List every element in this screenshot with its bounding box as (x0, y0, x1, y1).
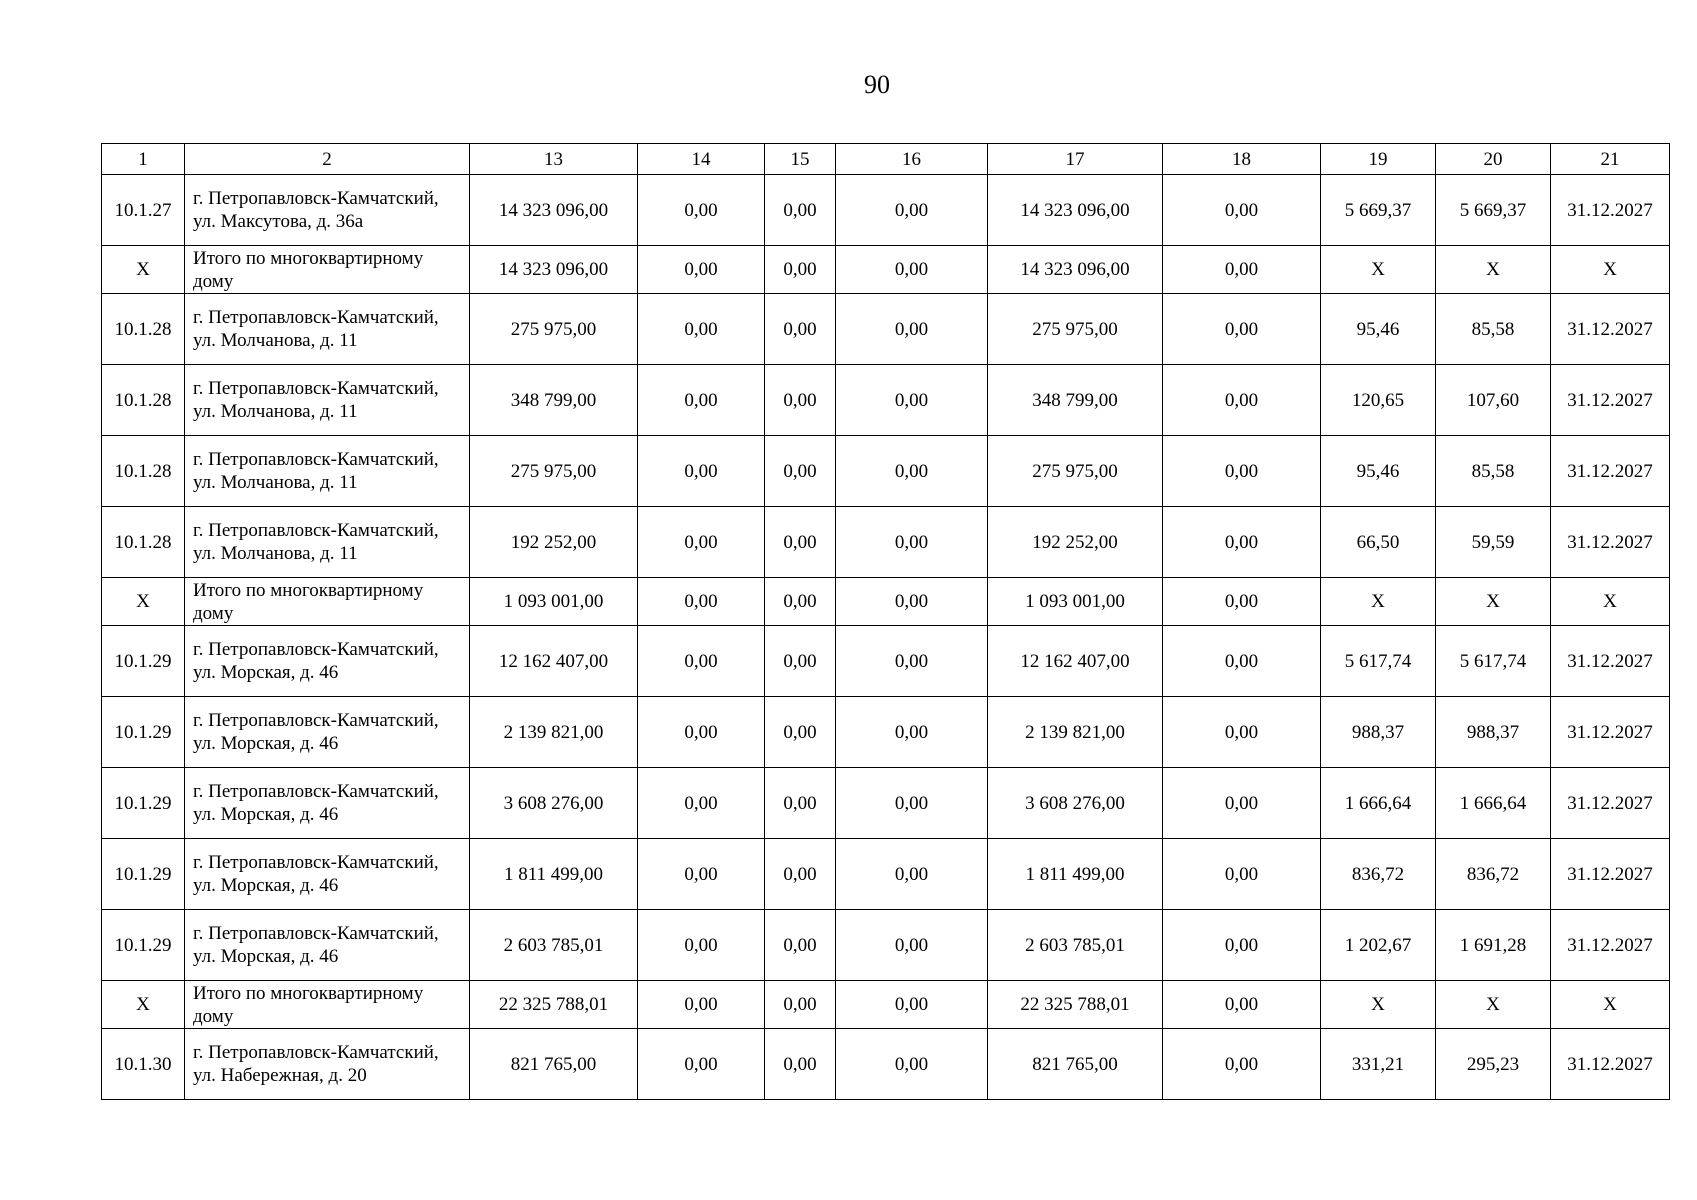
address-cell: г. Петропавловск-Камчатский, ул. Морская, д. 46 (185, 839, 470, 910)
table-cell: 0,00 (836, 981, 988, 1029)
table-cell: 31.12.2027 (1551, 768, 1670, 839)
document-table-container (101, 143, 1669, 1100)
total-row (102, 246, 1670, 294)
table-cell: 0,00 (836, 246, 988, 294)
table-cell: 22 325 788,01 (988, 981, 1163, 1029)
table-cell: 10.1.29 (102, 839, 185, 910)
table-cell: 0,00 (765, 981, 836, 1029)
table-cell: 14 323 096,00 (470, 175, 638, 246)
table-cell: 0,00 (1163, 175, 1321, 246)
table-cell: 10.1.28 (102, 365, 185, 436)
table-cell: 2 603 785,01 (988, 910, 1163, 981)
document-table (101, 143, 1670, 1100)
table-cell: 988,37 (1321, 697, 1436, 768)
column-header: 20 (1436, 144, 1551, 175)
table-cell: 0,00 (765, 507, 836, 578)
table-row (102, 697, 1670, 768)
table-cell: 2 139 821,00 (988, 697, 1163, 768)
table-cell: 0,00 (765, 246, 836, 294)
table-cell: 0,00 (638, 507, 765, 578)
table-row (102, 507, 1670, 578)
table-cell: 0,00 (638, 768, 765, 839)
column-header: 18 (1163, 144, 1321, 175)
address-cell: г. Петропавловск-Камчатский, ул. Молчанова, д. 11 (185, 294, 470, 365)
address-cell: г. Петропавловск-Камчатский, ул. Морская, д. 46 (185, 626, 470, 697)
table-cell: 10.1.29 (102, 768, 185, 839)
table-cell: 0,00 (638, 626, 765, 697)
total-row (102, 578, 1670, 626)
column-header: 1 (102, 144, 185, 175)
table-row (102, 436, 1670, 507)
table-cell: Х (1436, 246, 1551, 294)
table-cell: 0,00 (836, 507, 988, 578)
table-cell: 12 162 407,00 (988, 626, 1163, 697)
table-cell: 85,58 (1436, 294, 1551, 365)
table-cell: 0,00 (1163, 910, 1321, 981)
table-cell: 0,00 (1163, 246, 1321, 294)
table-cell: Х (1321, 981, 1436, 1029)
table-cell: 192 252,00 (988, 507, 1163, 578)
table-cell: 0,00 (1163, 365, 1321, 436)
address-cell: Итого по многоквартирному дому (185, 981, 470, 1029)
table-cell: Х (102, 578, 185, 626)
table-row (102, 910, 1670, 981)
table-cell: 1 093 001,00 (988, 578, 1163, 626)
table-cell: 0,00 (638, 246, 765, 294)
table-cell: 1 202,67 (1321, 910, 1436, 981)
table-cell: Х (1436, 578, 1551, 626)
table-cell: 348 799,00 (988, 365, 1163, 436)
table-cell: 59,59 (1436, 507, 1551, 578)
table-cell: 0,00 (1163, 436, 1321, 507)
table-cell: 0,00 (1163, 697, 1321, 768)
table-cell: 1 811 499,00 (470, 839, 638, 910)
address-cell: г. Петропавловск-Камчатский, ул. Молчанова, д. 11 (185, 365, 470, 436)
table-cell: 10.1.28 (102, 294, 185, 365)
address-cell: г. Петропавловск-Камчатский, ул. Максутова, д. 36а (185, 175, 470, 246)
table-cell: 0,00 (638, 175, 765, 246)
table-cell: 295,23 (1436, 1029, 1551, 1100)
table-cell: 0,00 (836, 294, 988, 365)
table-cell: 988,37 (1436, 697, 1551, 768)
table-cell: 5 669,37 (1436, 175, 1551, 246)
table-cell: 107,60 (1436, 365, 1551, 436)
table-cell: 275 975,00 (988, 294, 1163, 365)
column-header: 14 (638, 144, 765, 175)
table-cell: 0,00 (638, 578, 765, 626)
table-cell: 31.12.2027 (1551, 507, 1670, 578)
table-cell: 95,46 (1321, 436, 1436, 507)
table-header-row (102, 144, 1670, 175)
table-cell: 31.12.2027 (1551, 1029, 1670, 1100)
address-cell: г. Петропавловск-Камчатский, ул. Морская, д. 46 (185, 768, 470, 839)
table-cell: 1 811 499,00 (988, 839, 1163, 910)
table-cell: 14 323 096,00 (470, 246, 638, 294)
table-cell: 22 325 788,01 (470, 981, 638, 1029)
table-cell: 1 666,64 (1321, 768, 1436, 839)
address-cell: г. Петропавловск-Камчатский, ул. Морская, д. 46 (185, 910, 470, 981)
table-cell: 0,00 (1163, 1029, 1321, 1100)
table-cell: 275 975,00 (988, 436, 1163, 507)
table-cell: 821 765,00 (470, 1029, 638, 1100)
table-cell: 0,00 (836, 626, 988, 697)
table-cell: 14 323 096,00 (988, 246, 1163, 294)
table-cell: 12 162 407,00 (470, 626, 638, 697)
table-cell: 0,00 (638, 365, 765, 436)
table-cell: 0,00 (638, 910, 765, 981)
column-header: 19 (1321, 144, 1436, 175)
table-cell: Х (1436, 981, 1551, 1029)
table-cell: 5 617,74 (1436, 626, 1551, 697)
column-header: 17 (988, 144, 1163, 175)
table-cell: 0,00 (1163, 578, 1321, 626)
table-cell: 0,00 (765, 175, 836, 246)
table-cell: 0,00 (765, 768, 836, 839)
table-cell: 10.1.27 (102, 175, 185, 246)
table-cell: 836,72 (1436, 839, 1551, 910)
table-cell: 31.12.2027 (1551, 175, 1670, 246)
table-cell: 95,46 (1321, 294, 1436, 365)
table-cell: 0,00 (1163, 626, 1321, 697)
table-cell: 331,21 (1321, 1029, 1436, 1100)
address-cell: г. Петропавловск-Камчатский, ул. Набережная, д. 20 (185, 1029, 470, 1100)
table-cell: 0,00 (836, 365, 988, 436)
table-cell: 2 603 785,01 (470, 910, 638, 981)
table-cell: 821 765,00 (988, 1029, 1163, 1100)
table-body (102, 144, 1670, 1100)
table-cell: 0,00 (638, 1029, 765, 1100)
table-cell: 31.12.2027 (1551, 697, 1670, 768)
table-row (102, 768, 1670, 839)
table-cell: 1 666,64 (1436, 768, 1551, 839)
column-header: 15 (765, 144, 836, 175)
table-row (102, 839, 1670, 910)
table-cell: 10.1.29 (102, 626, 185, 697)
table-cell: 0,00 (1163, 507, 1321, 578)
table-cell: 0,00 (1163, 294, 1321, 365)
table-cell: 0,00 (836, 697, 988, 768)
table-cell: 10.1.29 (102, 910, 185, 981)
table-cell: Х (1551, 578, 1670, 626)
table-cell: 10.1.29 (102, 697, 185, 768)
table-cell: Х (1321, 246, 1436, 294)
table-cell: Х (1551, 246, 1670, 294)
table-row (102, 294, 1670, 365)
table-cell: 0,00 (1163, 768, 1321, 839)
table-cell: 31.12.2027 (1551, 910, 1670, 981)
column-header: 2 (185, 144, 470, 175)
column-header: 16 (836, 144, 988, 175)
table-cell: 0,00 (836, 1029, 988, 1100)
table-cell: 0,00 (765, 1029, 836, 1100)
address-cell: г. Петропавловск-Камчатский, ул. Молчанова, д. 11 (185, 507, 470, 578)
address-cell: Итого по многоквартирному дому (185, 246, 470, 294)
table-cell: 66,50 (1321, 507, 1436, 578)
table-row (102, 626, 1670, 697)
table-cell: 0,00 (836, 839, 988, 910)
table-cell: 0,00 (638, 981, 765, 1029)
table-cell: 0,00 (765, 839, 836, 910)
table-cell: 5 617,74 (1321, 626, 1436, 697)
table-cell: 31.12.2027 (1551, 626, 1670, 697)
table-cell: 0,00 (638, 839, 765, 910)
table-cell: 192 252,00 (470, 507, 638, 578)
table-cell: Х (102, 246, 185, 294)
table-cell: 348 799,00 (470, 365, 638, 436)
table-cell: 275 975,00 (470, 294, 638, 365)
table-cell: 31.12.2027 (1551, 839, 1670, 910)
table-cell: Х (102, 981, 185, 1029)
table-cell: 0,00 (765, 910, 836, 981)
table-cell: 85,58 (1436, 436, 1551, 507)
table-row (102, 175, 1670, 246)
table-cell: 0,00 (765, 578, 836, 626)
table-cell: 0,00 (836, 578, 988, 626)
table-cell: 0,00 (765, 697, 836, 768)
table-cell: 10.1.28 (102, 436, 185, 507)
table-cell: 0,00 (836, 768, 988, 839)
table-cell: 0,00 (836, 436, 988, 507)
table-cell: 31.12.2027 (1551, 436, 1670, 507)
table-cell: 0,00 (836, 910, 988, 981)
table-row (102, 1029, 1670, 1100)
table-cell: 5 669,37 (1321, 175, 1436, 246)
table-cell: 2 139 821,00 (470, 697, 638, 768)
total-row (102, 981, 1670, 1029)
table-cell: 3 608 276,00 (988, 768, 1163, 839)
address-cell: г. Петропавловск-Камчатский, ул. Морская, д. 46 (185, 697, 470, 768)
address-cell: Итого по многоквартирному дому (185, 578, 470, 626)
table-cell: 31.12.2027 (1551, 365, 1670, 436)
table-cell: 3 608 276,00 (470, 768, 638, 839)
table-cell: 0,00 (836, 175, 988, 246)
table-cell: 14 323 096,00 (988, 175, 1163, 246)
table-row (102, 365, 1670, 436)
table-cell: 836,72 (1321, 839, 1436, 910)
table-cell: 0,00 (638, 697, 765, 768)
table-cell: Х (1551, 981, 1670, 1029)
table-cell: 0,00 (638, 436, 765, 507)
table-cell: 1 691,28 (1436, 910, 1551, 981)
table-cell: 120,65 (1321, 365, 1436, 436)
address-cell: г. Петропавловск-Камчатский, ул. Молчанова, д. 11 (185, 436, 470, 507)
table-cell: 10.1.30 (102, 1029, 185, 1100)
table-cell: 1 093 001,00 (470, 578, 638, 626)
table-cell: Х (1321, 578, 1436, 626)
table-cell: 0,00 (765, 365, 836, 436)
table-cell: 0,00 (765, 626, 836, 697)
column-header: 21 (1551, 144, 1670, 175)
column-header: 13 (470, 144, 638, 175)
table-cell: 10.1.28 (102, 507, 185, 578)
table-cell: 31.12.2027 (1551, 294, 1670, 365)
table-cell: 0,00 (765, 436, 836, 507)
table-cell: 0,00 (1163, 981, 1321, 1029)
table-cell: 275 975,00 (470, 436, 638, 507)
page-number: 90 (864, 70, 890, 99)
table-cell: 0,00 (765, 294, 836, 365)
table-cell: 0,00 (638, 294, 765, 365)
table-cell: 0,00 (1163, 839, 1321, 910)
